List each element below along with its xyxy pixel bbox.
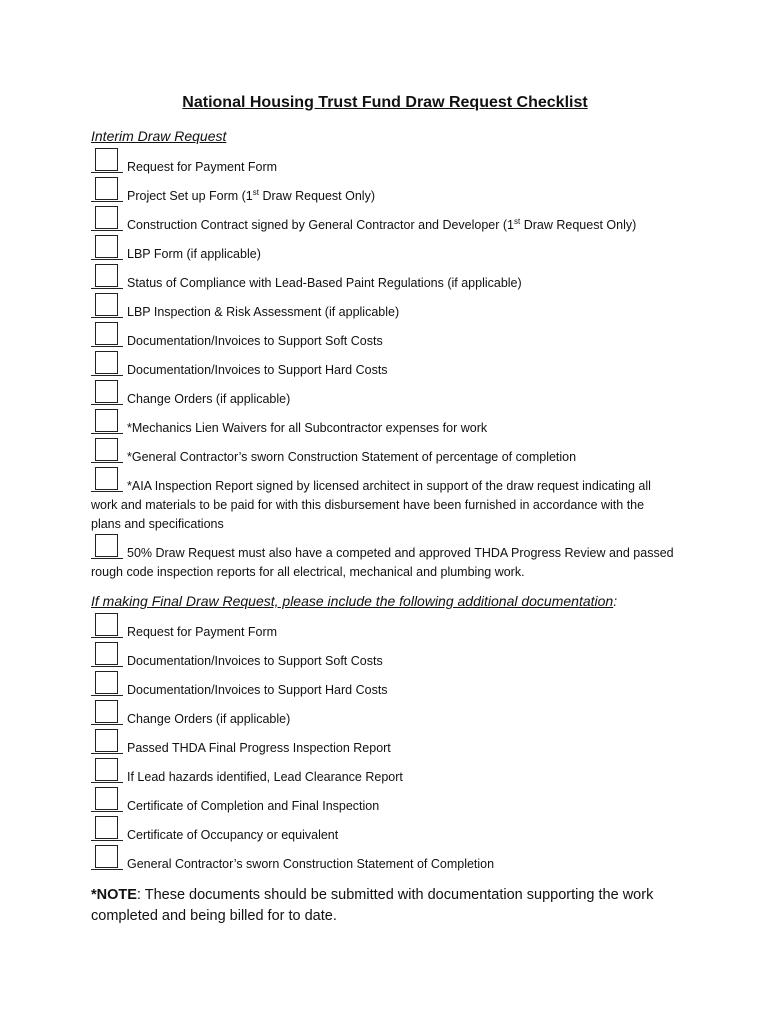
checkbox[interactable] xyxy=(95,351,118,374)
checklist-item xyxy=(91,448,681,467)
checkbox[interactable] xyxy=(95,729,118,752)
checklist-item xyxy=(91,158,681,177)
checklist-item xyxy=(91,303,681,322)
checklist-item xyxy=(91,768,681,787)
note-paragraph xyxy=(91,885,691,927)
checkbox[interactable] xyxy=(95,206,118,229)
checkbox[interactable] xyxy=(95,787,118,810)
checkbox[interactable] xyxy=(95,148,118,171)
checklist-item xyxy=(91,710,681,729)
final-heading: If making Final Draw Request, please include the following additional documentation: xyxy=(91,593,618,609)
checklist-item xyxy=(91,855,681,874)
checklist-item xyxy=(91,681,681,700)
item-label: Construction Contract signed by General Contractor and Developer (1st Draw Request Only) xyxy=(127,216,637,232)
checklist-item xyxy=(91,187,681,206)
checklist-item xyxy=(91,477,676,534)
item-label: General Contractor’s sworn Construction Statement of Completion xyxy=(127,857,495,871)
checklist-item xyxy=(91,826,681,845)
item-label: Passed THDA Final Progress Inspection Report xyxy=(127,741,391,755)
checkbox[interactable] xyxy=(95,642,118,665)
checkbox[interactable] xyxy=(95,671,118,694)
item-label: *Mechanics Lien Waivers for all Subcontractor expenses for work xyxy=(127,421,488,435)
checklist-item xyxy=(91,245,681,264)
checkbox[interactable] xyxy=(95,613,118,636)
checkbox[interactable] xyxy=(95,438,118,461)
item-label: Change Orders (if applicable) xyxy=(127,392,291,406)
checkbox[interactable] xyxy=(95,409,118,432)
checklist-item xyxy=(91,419,681,438)
item-label: Documentation/Invoices to Support Soft Costs xyxy=(127,334,383,348)
item-label: LBP Inspection & Risk Assessment (if applicable) xyxy=(127,305,400,319)
item-label: Request for Payment Form xyxy=(127,625,278,639)
checklist-item xyxy=(91,544,681,582)
item-label: Certificate of Completion and Final Inspection xyxy=(127,799,380,813)
checklist-item xyxy=(91,361,681,380)
checkbox[interactable] xyxy=(95,293,118,316)
item-label: Status of Compliance with Lead-Based Paint Regulations (if applicable) xyxy=(127,276,522,290)
item-label: Request for Payment Form xyxy=(127,160,278,174)
item-label: *General Contractor’s sworn Construction Statement of percentage of completion xyxy=(127,450,577,464)
item-label: Documentation/Invoices to Support Hard Costs xyxy=(127,683,388,697)
item-label: LBP Form (if applicable) xyxy=(127,247,261,261)
page-title: National Housing Trust Fund Draw Request Checklist xyxy=(182,94,588,111)
checklist-item xyxy=(91,274,681,293)
checklist-item xyxy=(91,797,681,816)
checklist-item xyxy=(91,623,681,642)
checklist-item xyxy=(91,390,681,409)
checkbox[interactable] xyxy=(95,700,118,723)
checkbox[interactable] xyxy=(95,467,118,490)
note-text: : These documents should be submitted with documentation supporting the work completed and being billed for to date. xyxy=(91,887,654,924)
item-label: *AIA Inspection Report signed by licensed architect in support of the draw request indicating all work and materials to be paid for with this disbursement have been furnished in accordance with the plans and specifications xyxy=(91,479,651,531)
item-label: If Lead hazards identified, Lead Clearance Report xyxy=(127,770,403,784)
item-label: Documentation/Invoices to Support Soft Costs xyxy=(127,654,383,668)
item-label: Project Set up Form (1st Draw Request Only) xyxy=(127,187,375,203)
checkbox[interactable] xyxy=(95,534,118,557)
item-label: 50% Draw Request must also have a competed and approved THDA Progress Review and passed rough code inspection reports for all electrical, mechanical and plumbing work. xyxy=(91,546,674,579)
checklist-item xyxy=(91,739,681,758)
item-label: Documentation/Invoices to Support Hard Costs xyxy=(127,363,388,377)
checkbox[interactable] xyxy=(95,264,118,287)
checkbox[interactable] xyxy=(95,177,118,200)
checklist-item xyxy=(91,216,691,235)
checkbox[interactable] xyxy=(95,322,118,345)
checkbox[interactable] xyxy=(95,758,118,781)
checklist-item xyxy=(91,652,681,671)
checkbox[interactable] xyxy=(95,235,118,258)
checkbox[interactable] xyxy=(95,845,118,868)
interim-heading: Interim Draw Request xyxy=(91,128,227,144)
note-label: *NOTE xyxy=(91,887,137,903)
checkbox[interactable] xyxy=(95,380,118,403)
checklist-item xyxy=(91,332,681,351)
item-label: Change Orders (if applicable) xyxy=(127,712,291,726)
checkbox[interactable] xyxy=(95,816,118,839)
item-label: Certificate of Occupancy or equivalent xyxy=(127,828,339,842)
